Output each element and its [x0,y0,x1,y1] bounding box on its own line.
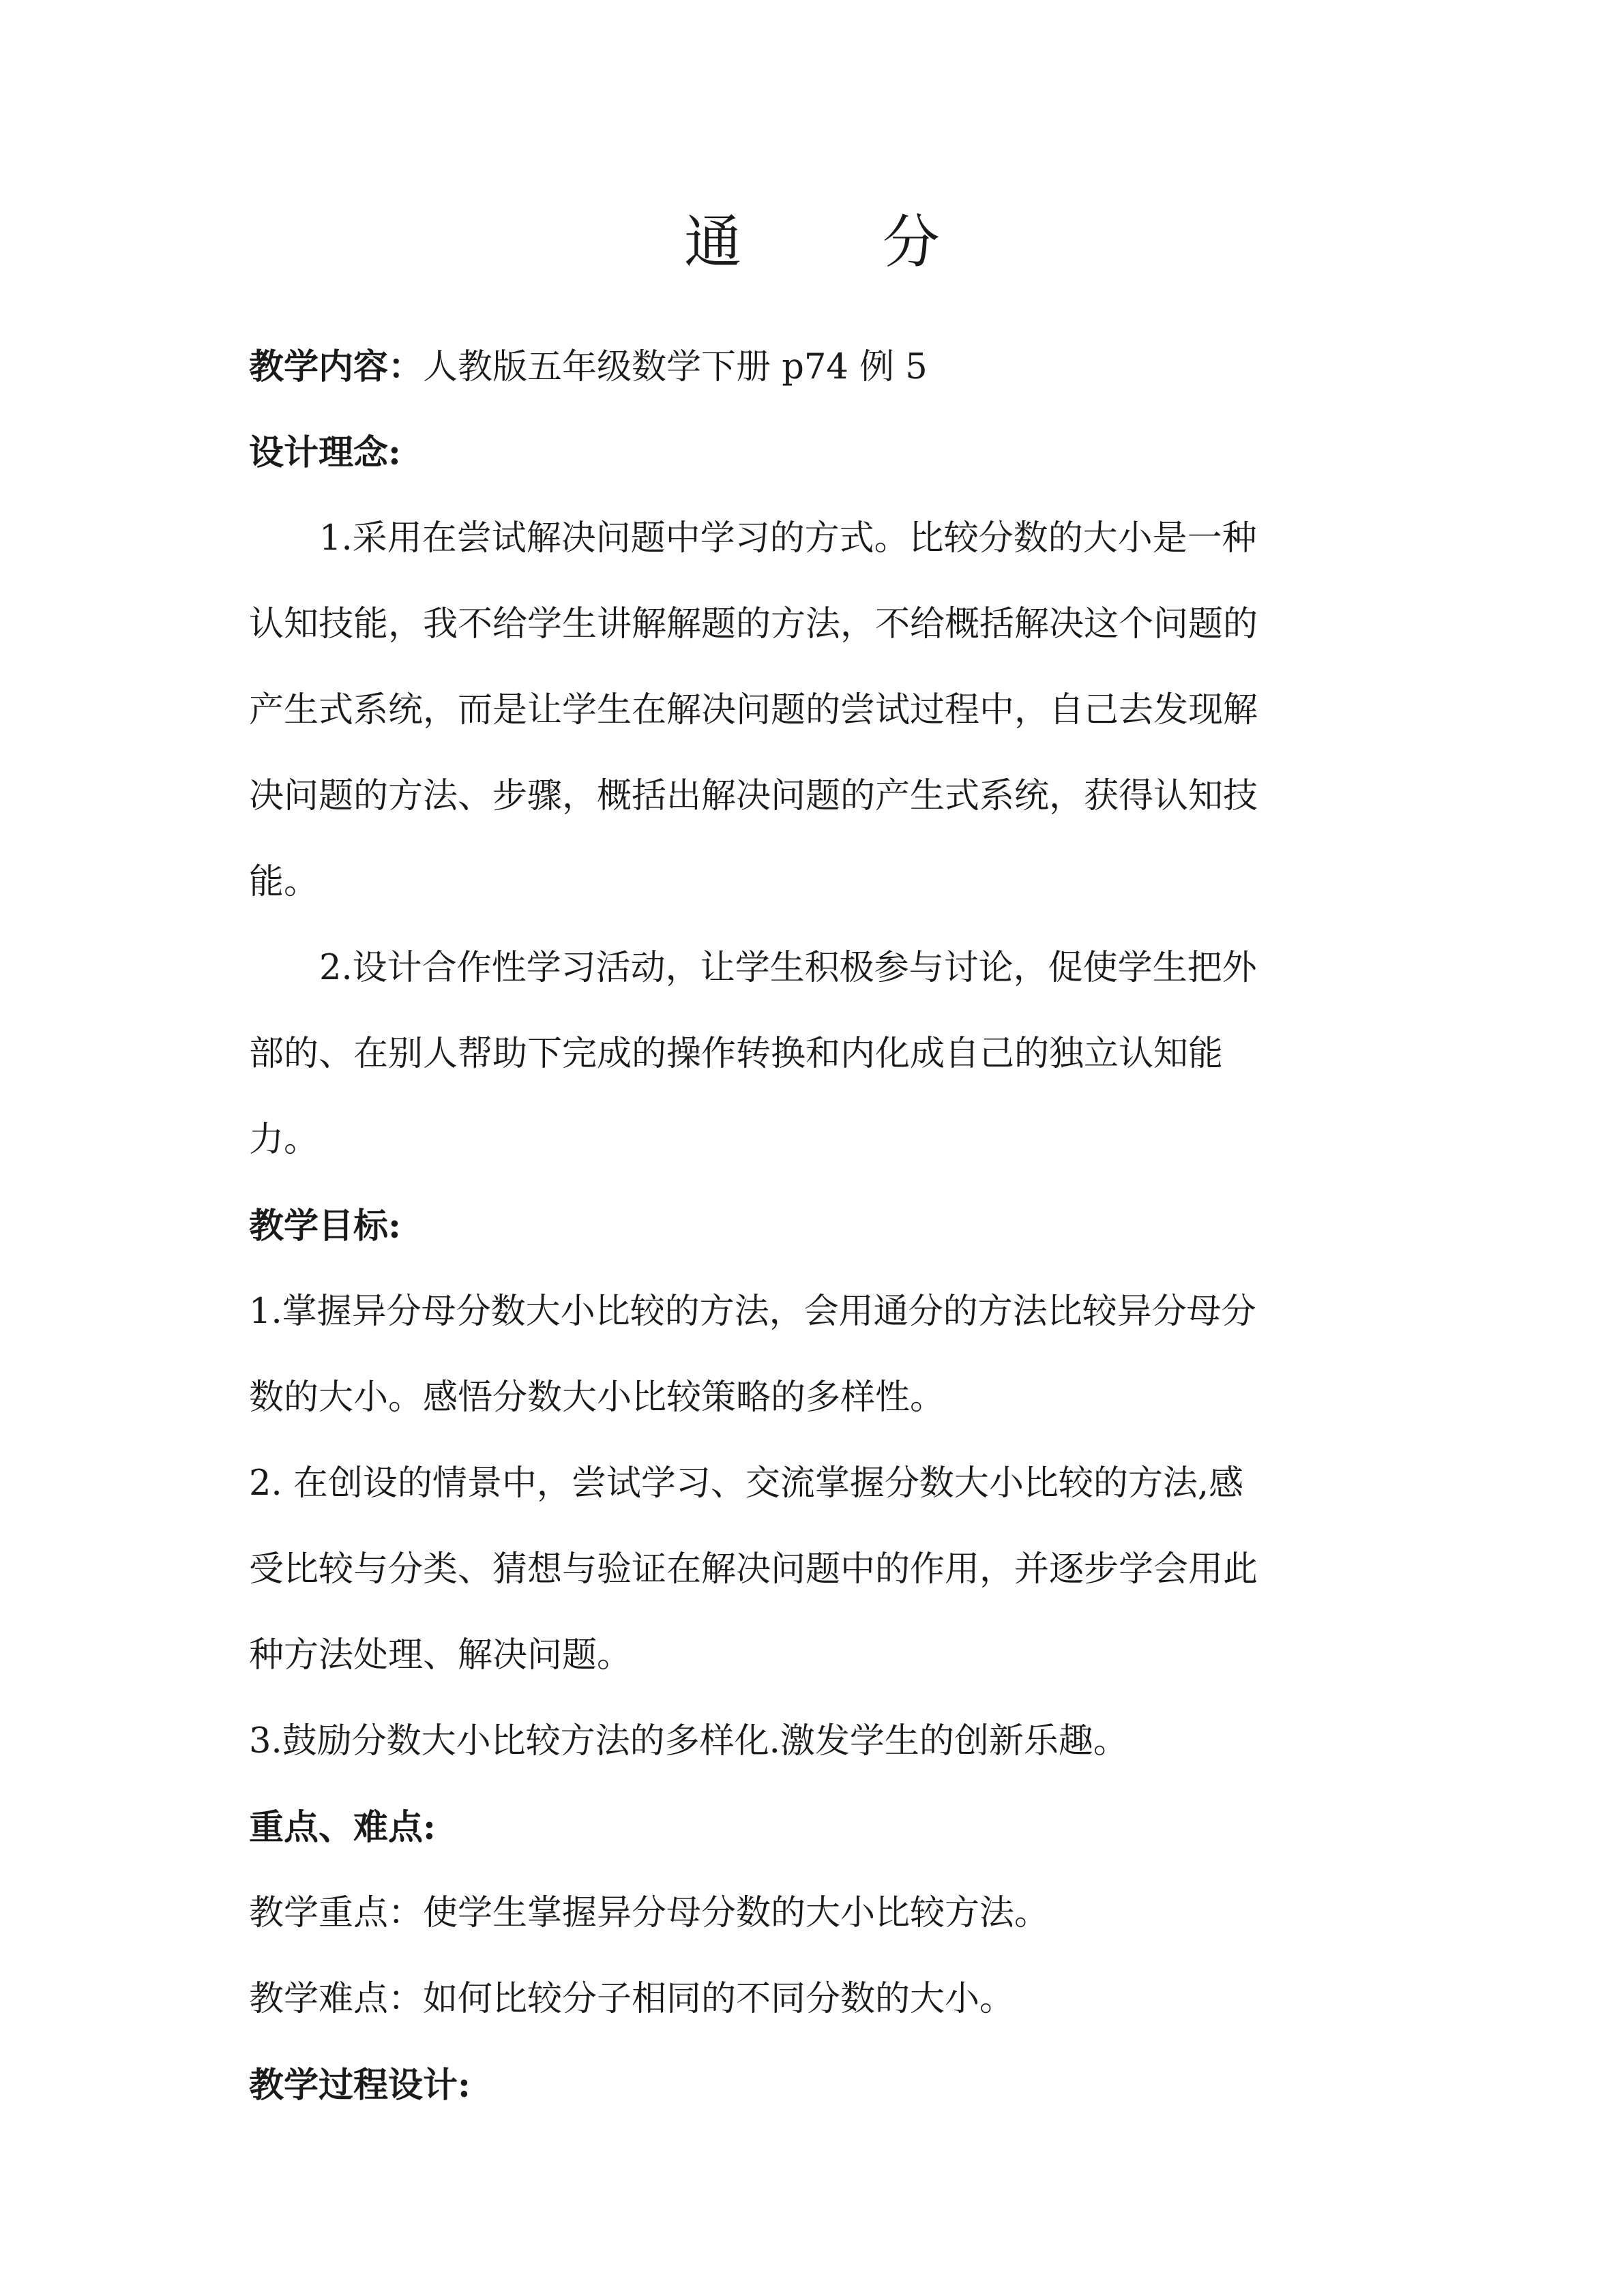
process-heading: 教学过程设计: [249,2065,471,2106]
objective-line: 1.掌握异分母分数大小比较的方法，会用通分的方法比较异分母分 [249,1292,1256,1332]
paragraph-line: 认知技能，我不给学生讲解解题的方法，不给概括解决这个问题的 [249,604,1258,644]
paragraph-line: 能。 [249,862,319,902]
teaching-content-text: 人教版五年级数学下册 p74 例 5 [423,347,928,387]
objectives-heading: 教学目标: [249,1206,401,1247]
objective-line: 数的大小。感悟分数大小比较策略的多样性。 [249,1377,945,1418]
objective-line: 种方法处理、解决问题。 [249,1635,632,1675]
paragraph-line: 力。 [249,1120,319,1160]
paragraph-line: 部的、在别人帮助下完成的操作转换和内化成自己的独立认知能 [249,1034,1224,1074]
paragraph-line: 1.采用在尝试解决问题中学习的方式。比较分数的大小是一种 [319,518,1257,558]
paragraph-line: 决问题的方法、步骤，概括出解决问题的产生式系统，获得认知技 [249,776,1258,816]
teaching-focus: 教学重点：使学生掌握异分母分数的大小比较方法。 [249,1893,1050,1933]
teaching-content-label: 教学内容： [249,346,424,387]
paragraph-line: 产生式系统，而是让学生在解决问题的尝试过程中，自己去发现解 [249,690,1258,730]
paragraph-line: 2.设计合作性学习活动，让学生积极参与讨论，促使学生把外 [319,948,1257,988]
page-title: 通 分 [684,209,1001,275]
objective-line: 3.鼓励分数大小比较方法的多样化.激发学生的创新乐趣。 [249,1721,1128,1761]
objective-line: 2. 在创设的情景中，尝试学习、交流掌握分数大小比较的方法,感 [249,1463,1244,1504]
design-concept-heading: 设计理念: [249,432,401,473]
teaching-content-line [249,343,1381,391]
key-points-heading: 重点、难点: [249,1807,436,1848]
teaching-difficulty: 教学难点：如何比较分子相同的不同分数的大小。 [249,1979,1015,2019]
objective-line: 受比较与分类、猜想与验证在解决问题中的作用，并逐步学会用此 [249,1549,1258,1590]
